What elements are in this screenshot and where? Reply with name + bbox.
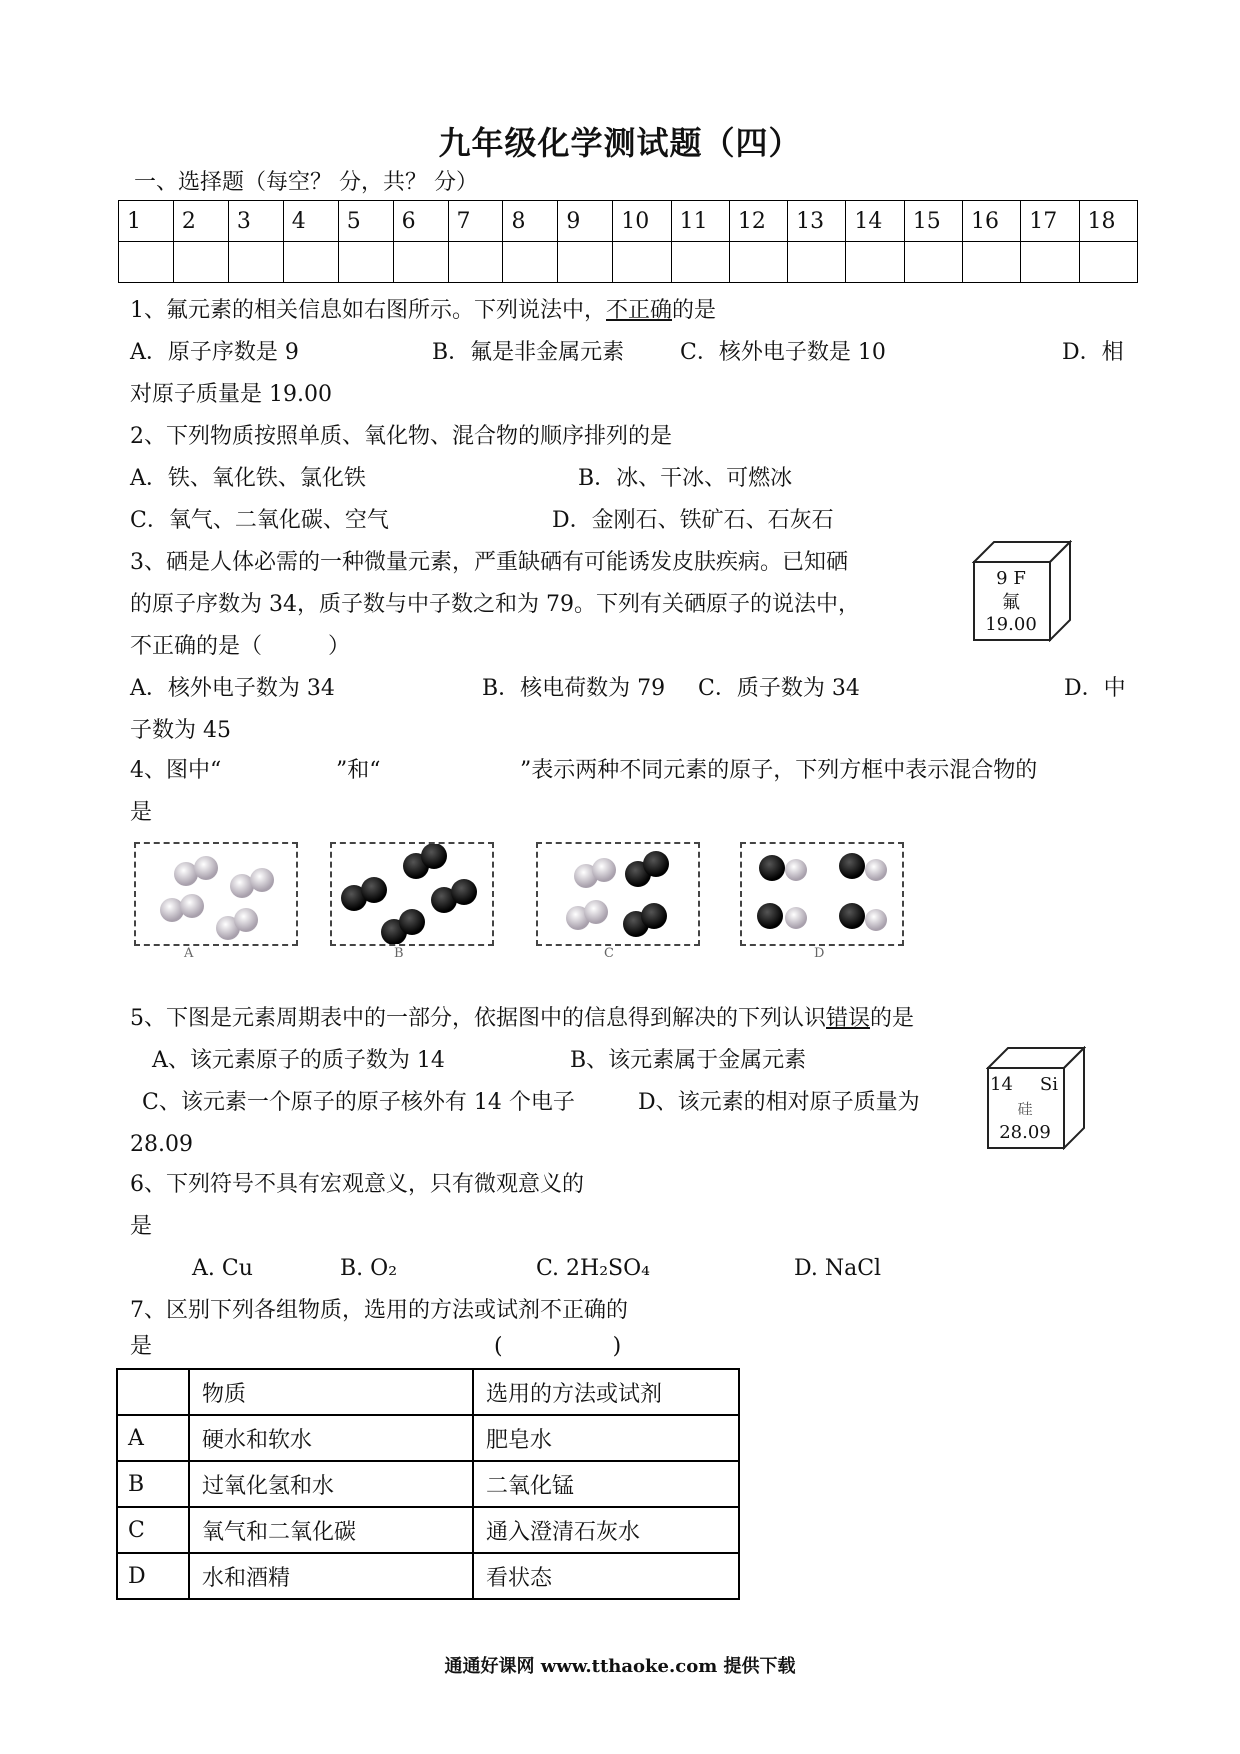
q5-option-c: C、该元素一个原子的原子核外有 14 个电子	[142, 1090, 575, 1115]
answer-cell[interactable]	[558, 242, 613, 283]
q7-answer-paren: ( )	[494, 1334, 622, 1359]
q5-option-b: B、该元素属于金属元素	[570, 1048, 807, 1073]
q5-option-d: D、该元素的相对原子质量为	[638, 1090, 920, 1115]
molecule-diagram-c	[538, 844, 698, 944]
answer-number: 18	[1079, 201, 1137, 242]
section-heading: 一、选择题（每空？ 分，共？ 分）	[134, 170, 478, 195]
q6-option-b: B. O₂	[340, 1256, 398, 1281]
answer-number: 10	[613, 201, 671, 242]
molecule-box-a[interactable]	[134, 842, 298, 946]
answer-cell[interactable]	[393, 242, 448, 283]
q6-stem: 6、下列符号不具有宏观意义，只有微观意义的	[130, 1172, 584, 1197]
q7-stem: 7、区别下列各组物质，选用的方法或试剂不正确的	[130, 1298, 628, 1323]
molecule-diagram-a	[136, 844, 296, 944]
table-cell: 水和酒精	[189, 1553, 473, 1599]
q3-line3: 不正确的是（ ）	[130, 634, 351, 659]
answer-number: 17	[1021, 201, 1079, 242]
answer-number: 4	[283, 201, 338, 242]
answer-number: 9	[558, 201, 613, 242]
answer-cell[interactable]	[846, 242, 904, 283]
table-cell: 氧气和二氧化碳	[189, 1507, 473, 1553]
table-cell: 硬水和软水	[189, 1415, 473, 1461]
q5-option-d-cont: 28.09	[130, 1132, 193, 1157]
answer-cell[interactable]	[283, 242, 338, 283]
answer-cell[interactable]	[729, 242, 787, 283]
molecule-box-b[interactable]	[330, 842, 494, 946]
table-cell: C	[117, 1507, 189, 1553]
footer-link[interactable]: 通通好课网 www.tthaoke.com 提供下载	[444, 1656, 796, 1677]
answer-number: 13	[788, 201, 846, 242]
table-cell: 肥皂水	[473, 1415, 739, 1461]
q3-option-d: D．中	[1064, 676, 1126, 701]
silicon-symbol: Si	[1039, 1074, 1058, 1095]
table-cell: 二氧化锰	[473, 1461, 739, 1507]
q3-option-d-cont: 子数为 45	[130, 718, 231, 743]
q2-option-d: D．金刚石、铁矿石、石灰石	[552, 508, 834, 533]
molecule-label-a: A	[184, 946, 194, 961]
q1-option-a: A．原子序数是 9	[130, 340, 299, 365]
molecule-box-d[interactable]	[740, 842, 904, 946]
answer-cell[interactable]	[119, 242, 174, 283]
answer-cell[interactable]	[1021, 242, 1079, 283]
answer-number: 16	[962, 201, 1020, 242]
q4-text-1: 4、图中“	[130, 758, 222, 783]
answer-number: 11	[671, 201, 729, 242]
q6-stem-cont: 是	[130, 1214, 153, 1239]
page-title: 九年级化学测试题（四）	[438, 124, 802, 162]
answer-cell[interactable]	[1079, 242, 1137, 283]
answer-cell[interactable]	[338, 242, 393, 283]
q4-text-2: ”和“	[336, 758, 381, 783]
molecule-label-d: D	[814, 946, 825, 961]
answer-cell[interactable]	[503, 242, 558, 283]
answer-cell[interactable]	[962, 242, 1020, 283]
q1-option-c: C．核外电子数是 10	[680, 340, 886, 365]
table-header-cell: 选用的方法或试剂	[473, 1369, 739, 1415]
answer-number: 12	[729, 201, 787, 242]
answer-number: 5	[338, 201, 393, 242]
molecule-label-c: C	[604, 946, 614, 961]
table-row	[117, 1507, 739, 1553]
answer-cell[interactable]	[228, 242, 283, 283]
q5-stem: 5、下图是元素周期表中的一部分，依据图中的信息得到解决的下列认识错误的是	[130, 1006, 915, 1031]
q1-emphasis: 不正确	[606, 298, 673, 323]
answer-cell[interactable]	[788, 242, 846, 283]
table-row	[117, 1415, 739, 1461]
table-header-row	[117, 1369, 739, 1415]
answer-cell[interactable]	[671, 242, 729, 283]
q3-option-a: A．核外电子数为 34	[130, 676, 335, 701]
q1-option-d-cont: 对原子质量是 19.00	[130, 382, 332, 407]
table-cell: A	[117, 1415, 189, 1461]
answer-number: 3	[228, 201, 283, 242]
table-header-cell	[117, 1369, 189, 1415]
q6-option-a: A. Cu	[192, 1256, 253, 1281]
molecule-diagram-b	[332, 844, 492, 944]
table-cell: D	[117, 1553, 189, 1599]
silicon-element-card	[986, 1046, 1086, 1150]
q1-stem: 1、氟元素的相关信息如右图所示。下列说法中，不正确的是	[130, 298, 717, 323]
answer-number: 2	[173, 201, 228, 242]
q5-option-a: A、该元素原子的质子数为 14	[152, 1048, 445, 1073]
q2-option-c: C．氧气、二氧化碳、空气	[130, 508, 389, 533]
q6-option-c: C. 2H₂SO₄	[536, 1256, 650, 1281]
molecule-box-c[interactable]	[536, 842, 700, 946]
q1-option-d: D．相	[1062, 340, 1124, 365]
q2-option-a: A．铁、氧化铁、氯化铁	[130, 466, 366, 491]
q5-emphasis: 错误	[826, 1006, 871, 1031]
answer-number: 1	[119, 201, 174, 242]
fluorine-number-symbol: 9 F	[996, 568, 1026, 589]
q3-option-b: B．核电荷数为 79	[482, 676, 666, 701]
silicon-mass: 28.09	[999, 1122, 1051, 1143]
fluorine-mass: 19.00	[985, 614, 1037, 635]
table-cell: 通入澄清石灰水	[473, 1507, 739, 1553]
q2-option-b: B．冰、干冰、可燃冰	[578, 466, 793, 491]
fluorine-name: 氟	[1002, 592, 1020, 613]
q4-text-3: ”表示两种不同元素的原子，下列方框中表示混合物的	[520, 758, 1038, 783]
answer-cell[interactable]	[173, 242, 228, 283]
table-cell: 看状态	[473, 1553, 739, 1599]
answer-number: 7	[448, 201, 503, 242]
q2-stem: 2、下列物质按照单质、氧化物、混合物的顺序排列的是	[130, 424, 672, 449]
q3-option-c: C．质子数为 34	[698, 676, 860, 701]
answer-cell[interactable]	[448, 242, 503, 283]
fluorine-element-card	[972, 540, 1072, 642]
silicon-number: 14	[990, 1074, 1013, 1095]
q3-line2: 的原子序数为 34，质子数与中子数之和为 79。下列有关硒原子的说法中，	[130, 592, 860, 617]
silicon-name: 硅	[1017, 1100, 1033, 1118]
answer-grid	[118, 200, 1138, 283]
table-row	[117, 1461, 739, 1507]
molecule-label-b: B	[394, 946, 404, 961]
table-cell: B	[117, 1461, 189, 1507]
table-row	[117, 1553, 739, 1599]
q3-line1: 3、硒是人体必需的一种微量元素，严重缺硒有可能诱发皮肤疾病。已知硒	[130, 550, 848, 575]
answer-number: 6	[393, 201, 448, 242]
answer-cell[interactable]	[904, 242, 962, 283]
table-header-cell: 物质	[189, 1369, 473, 1415]
q6-option-d: D. NaCl	[794, 1256, 882, 1281]
answer-number: 15	[904, 201, 962, 242]
answer-cell[interactable]	[613, 242, 671, 283]
answer-number: 8	[503, 201, 558, 242]
q7-table	[116, 1368, 740, 1600]
molecule-diagram-d	[742, 844, 902, 944]
q4-text-4: 是	[130, 800, 153, 825]
table-cell: 过氧化氢和水	[189, 1461, 473, 1507]
q7-stem-cont: 是	[130, 1334, 153, 1359]
answer-number: 14	[846, 201, 904, 242]
q1-option-b: B．氟是非金属元素	[432, 340, 625, 365]
